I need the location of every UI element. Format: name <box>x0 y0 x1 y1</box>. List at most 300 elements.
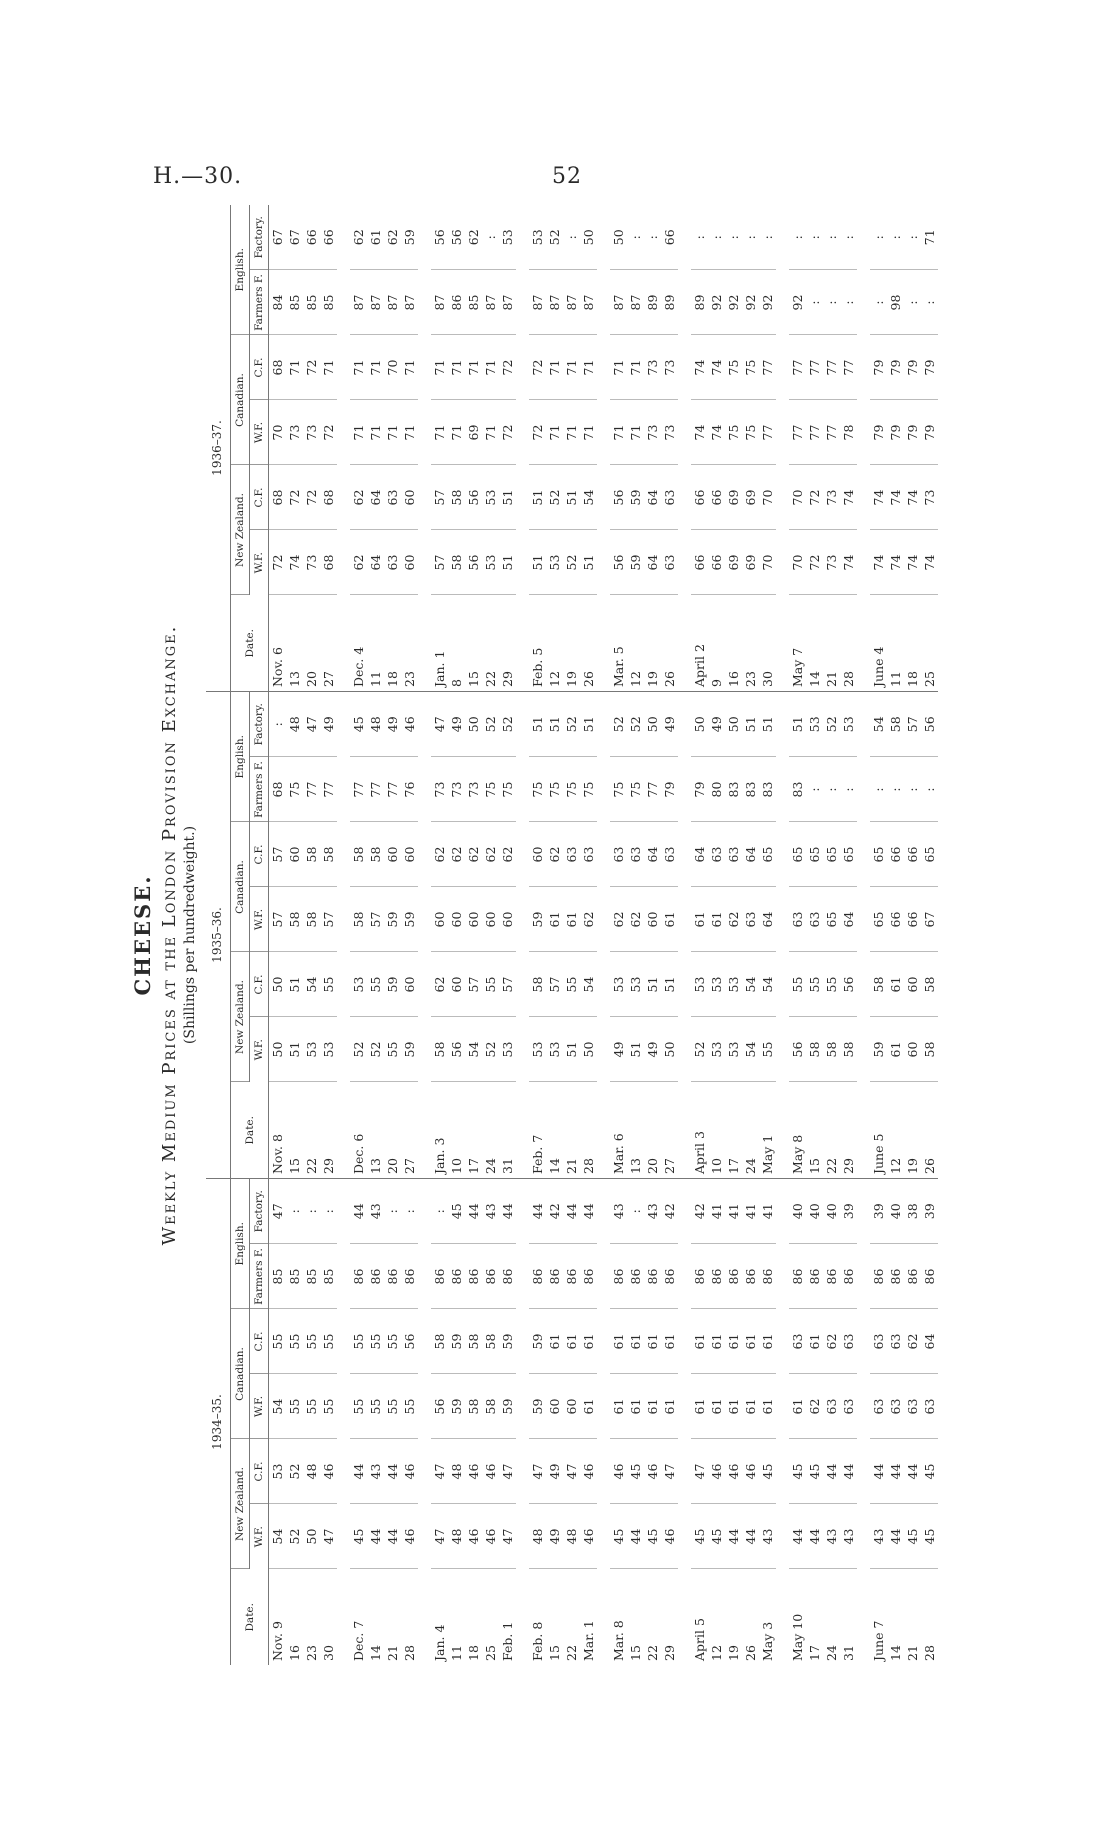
table-row <box>286 692 303 1178</box>
table-row <box>431 205 448 691</box>
season-panel <box>206 692 938 1179</box>
canadian-cf-cell: 62 <box>546 822 563 887</box>
english-factory-cell: 42 <box>661 1179 678 1244</box>
nz-cf-cell: 72 <box>286 465 303 530</box>
canadian-cf-cell: 73 <box>661 335 678 400</box>
table-row <box>840 692 857 1178</box>
nz-wf-cell: 59 <box>627 530 644 595</box>
nz-cf-cell: 53 <box>610 952 627 1017</box>
canadian-wf-cell: 63 <box>904 1374 921 1439</box>
english-factory-cell: 51 <box>580 692 597 757</box>
english-farmers-cell: 86 <box>661 1244 678 1309</box>
canadian-cf-cell: 63 <box>661 822 678 887</box>
nz-header: New Zealand. <box>231 952 250 1082</box>
date-cell: 27 <box>662 1158 677 1174</box>
nz-cf-cell: 48 <box>448 1439 465 1504</box>
date-cell: 23 <box>402 671 417 687</box>
date-cell: 14 <box>368 1645 383 1661</box>
date-cell: 14 <box>807 671 822 687</box>
canadian-cf-cell: 55 <box>286 1309 303 1374</box>
nz-cf-cell: 55 <box>823 952 840 1017</box>
canadian-wf-cell: 55 <box>286 1374 303 1439</box>
canadian-wf-cell: 55 <box>367 1374 384 1439</box>
nz-cf-cell: 69 <box>725 465 742 530</box>
canadian-wf-cell: 73 <box>286 400 303 465</box>
nz-wf-cell: 47 <box>499 1504 516 1569</box>
season-panel <box>206 205 938 692</box>
season-label: 1935–36. <box>206 692 231 1178</box>
nz-cf-header: C.F. <box>250 952 269 1017</box>
nz-wf-cell: 56 <box>465 530 482 595</box>
nz-wf-cell: 64 <box>644 530 661 595</box>
english-factory-cell: 53 <box>806 692 823 757</box>
nz-cf-cell: 51 <box>499 465 516 530</box>
date-cell: 18 <box>385 671 400 687</box>
nz-header: New Zealand. <box>231 1439 250 1569</box>
canadian-wf-cell: 60 <box>546 1374 563 1439</box>
english-farmers-cell: 87 <box>499 270 516 335</box>
date-cell: June 5 <box>871 1133 886 1174</box>
nz-cf-cell: 57 <box>465 952 482 1017</box>
canadian-cf-cell: 63 <box>627 822 644 887</box>
english-farmers-cell: 76 <box>401 757 418 822</box>
nz-wf-cell: 57 <box>431 530 448 595</box>
nz-cf-cell: 55 <box>367 952 384 1017</box>
english-farmers-cell: 77 <box>303 757 320 822</box>
nz-cf-cell: 46 <box>610 1439 627 1504</box>
canadian-cf-cell: 63 <box>870 1309 887 1374</box>
english-farmers-cell: 86 <box>448 270 465 335</box>
nz-wf-cell: 50 <box>580 1017 597 1082</box>
nz-wf-cell: 44 <box>384 1504 401 1569</box>
nz-cf-cell: 58 <box>529 952 546 1017</box>
date-header: Date. <box>231 595 269 691</box>
canadian-cf-cell: 73 <box>644 335 661 400</box>
nz-wf-cell: 63 <box>384 530 401 595</box>
nz-wf-cell: 74 <box>887 530 904 595</box>
group-gap <box>418 1179 431 1665</box>
english-factory-cell: 51 <box>529 692 546 757</box>
english-factory-cell: 62 <box>384 205 401 270</box>
nz-cf-cell: 44 <box>350 1439 367 1504</box>
canadian-wf-cell: 74 <box>691 400 708 465</box>
nz-cf-cell: 47 <box>563 1439 580 1504</box>
date-cell: Jan. 1 <box>432 650 447 687</box>
canadian-cf-cell: 71 <box>320 335 337 400</box>
canadian-wf-cell: 71 <box>367 400 384 465</box>
english-farmers-cell: 86 <box>806 1244 823 1309</box>
nz-wf-cell: 53 <box>303 1017 320 1082</box>
date-cell: June 4 <box>871 646 886 687</box>
english-factory-cell: 48 <box>367 692 384 757</box>
nz-wf-cell: 58 <box>921 1017 938 1082</box>
canadian-wf-cell: 61 <box>742 1374 759 1439</box>
table-row <box>350 692 367 1178</box>
canadian-cf-cell: 61 <box>806 1309 823 1374</box>
canadian-cf-cell: 74 <box>691 335 708 400</box>
table-row <box>431 692 448 1178</box>
table-row <box>448 205 465 691</box>
nz-wf-cell: 47 <box>431 1504 448 1569</box>
nz-wf-cell: 55 <box>384 1017 401 1082</box>
table-row <box>921 692 938 1178</box>
table-units-note: (Shillings per hundredweight.) <box>182 825 198 1045</box>
english-farmers-cell: 85 <box>286 270 303 335</box>
nz-cf-cell: 44 <box>870 1439 887 1504</box>
table-row <box>350 1179 367 1665</box>
english-farmers-cell: 92 <box>789 270 806 335</box>
english-factory-cell: 56 <box>448 205 465 270</box>
english-farmers-cell: 86 <box>708 1244 725 1309</box>
canadian-cf-cell: 65 <box>789 822 806 887</box>
english-farmers-cell: 79 <box>661 757 678 822</box>
canadian-cf-cell: 65 <box>806 822 823 887</box>
nz-cf-cell: 55 <box>482 952 499 1017</box>
english-factory-cell: 52 <box>499 692 516 757</box>
english-factory-cell: 44 <box>350 1179 367 1244</box>
english-factory-cell: 62 <box>350 205 367 270</box>
canadian-wf-cell: 57 <box>320 887 337 952</box>
date-cell: 15 <box>807 1158 822 1174</box>
nz-wf-cell: 48 <box>529 1504 546 1569</box>
english-factory-cell: : <box>627 1179 644 1244</box>
nz-cf-cell: 60 <box>401 952 418 1017</box>
table-row <box>644 692 661 1178</box>
nz-wf-cell: 46 <box>465 1504 482 1569</box>
canadian-cf-header: C.F. <box>250 335 269 400</box>
table-row <box>742 1179 759 1665</box>
table-row <box>661 1179 678 1665</box>
date-cell: April 3 <box>692 1131 707 1174</box>
canadian-cf-cell: 62 <box>431 822 448 887</box>
nz-wf-cell: 49 <box>644 1017 661 1082</box>
nz-wf-cell: 51 <box>286 1017 303 1082</box>
table-row <box>563 692 580 1178</box>
factory-header: Factory. <box>250 205 269 270</box>
nz-cf-cell: 46 <box>742 1439 759 1504</box>
table-row <box>610 205 627 691</box>
nz-wf-cell: 53 <box>320 1017 337 1082</box>
english-factory-cell: 44 <box>563 1179 580 1244</box>
english-factory-cell: : <box>870 205 887 270</box>
nz-cf-cell: 47 <box>529 1439 546 1504</box>
table-row <box>789 1179 806 1665</box>
date-cell: 15 <box>466 671 481 687</box>
nz-cf-cell: 72 <box>303 465 320 530</box>
date-cell: 14 <box>888 1645 903 1661</box>
canadian-wf-header: W.F. <box>250 887 269 952</box>
english-farmers-cell: 84 <box>269 270 287 335</box>
nz-cf-cell: 51 <box>644 952 661 1017</box>
canadian-cf-cell: 60 <box>384 822 401 887</box>
canadian-wf-cell: 71 <box>482 400 499 465</box>
canadian-wf-cell: 61 <box>580 1374 597 1439</box>
table-row <box>759 692 776 1178</box>
canadian-wf-cell: 71 <box>448 400 465 465</box>
english-farmers-cell: 77 <box>320 757 337 822</box>
canadian-wf-cell: 79 <box>904 400 921 465</box>
date-cell: 19 <box>645 671 660 687</box>
table-row <box>367 1179 384 1665</box>
canadian-cf-cell: 77 <box>806 335 823 400</box>
canadian-wf-cell: 71 <box>563 400 580 465</box>
date-cell: 24 <box>743 1158 758 1174</box>
canadian-wf-cell: 60 <box>499 887 516 952</box>
table-row <box>742 205 759 691</box>
canadian-wf-cell: 66 <box>887 887 904 952</box>
nz-cf-cell: 55 <box>806 952 823 1017</box>
canadian-wf-cell: 71 <box>384 400 401 465</box>
table-row <box>759 1179 776 1665</box>
english-factory-cell: 44 <box>580 1179 597 1244</box>
canadian-cf-cell: 63 <box>580 822 597 887</box>
date-cell: 13 <box>628 1158 643 1174</box>
nz-cf-cell: 54 <box>580 465 597 530</box>
nz-wf-cell: 54 <box>465 1017 482 1082</box>
nz-cf-cell: 55 <box>789 952 806 1017</box>
group-gap <box>678 205 691 691</box>
english-farmers-cell: 73 <box>465 757 482 822</box>
nz-wf-cell: 70 <box>789 530 806 595</box>
canadian-wf-header: W.F. <box>250 400 269 465</box>
english-farmers-cell: 83 <box>725 757 742 822</box>
canadian-wf-cell: 58 <box>482 1374 499 1439</box>
canadian-cf-cell: 71 <box>580 335 597 400</box>
date-cell: 29 <box>662 1645 677 1661</box>
nz-wf-cell: 50 <box>303 1504 320 1569</box>
canadian-wf-cell: 78 <box>840 400 857 465</box>
nz-cf-cell: 45 <box>759 1439 776 1504</box>
nz-cf-cell: 56 <box>610 465 627 530</box>
english-factory-cell: : <box>482 205 499 270</box>
date-cell: 12 <box>888 1158 903 1174</box>
nz-wf-cell: 74 <box>921 530 938 595</box>
english-header: English. <box>231 692 250 822</box>
canadian-cf-cell: 62 <box>823 1309 840 1374</box>
english-factory-cell: : <box>269 692 287 757</box>
table-row <box>499 692 516 1178</box>
group-gap <box>678 692 691 1178</box>
canadian-cf-cell: 63 <box>563 822 580 887</box>
english-factory-cell: 40 <box>806 1179 823 1244</box>
english-farmers-cell: 83 <box>789 757 806 822</box>
date-cell: April 2 <box>692 644 707 687</box>
canadian-wf-cell: 61 <box>563 887 580 952</box>
date-cell: Nov. 6 <box>270 647 285 687</box>
english-farmers-cell: : <box>840 757 857 822</box>
table-row <box>921 205 938 691</box>
english-factory-cell: : <box>644 205 661 270</box>
date-cell: Dec. 6 <box>351 1133 366 1174</box>
canadian-wf-cell: 60 <box>448 887 465 952</box>
canadian-cf-cell: 66 <box>887 822 904 887</box>
canadian-cf-cell: 62 <box>465 822 482 887</box>
table-row <box>691 1179 708 1665</box>
date-cell: 24 <box>824 1645 839 1661</box>
date-cell: Feb. 1 <box>500 1621 515 1661</box>
canadian-wf-cell: 55 <box>350 1374 367 1439</box>
canadian-cf-cell: 60 <box>286 822 303 887</box>
date-cell: 17 <box>466 1158 481 1174</box>
group-gap <box>776 205 789 691</box>
english-factory-cell: 44 <box>499 1179 516 1244</box>
canadian-cf-cell: 72 <box>303 335 320 400</box>
table-row <box>448 692 465 1178</box>
date-cell: 22 <box>483 671 498 687</box>
canadian-wf-cell: 54 <box>269 1374 287 1439</box>
english-farmers-cell: 86 <box>529 1244 546 1309</box>
nz-cf-cell: 74 <box>887 465 904 530</box>
canadian-wf-cell: 59 <box>401 887 418 952</box>
canadian-wf-cell: 57 <box>367 887 384 952</box>
table-row <box>789 205 806 691</box>
date-cell: 19 <box>564 671 579 687</box>
nz-cf-cell: 55 <box>563 952 580 1017</box>
english-farmers-cell: 87 <box>546 270 563 335</box>
nz-wf-cell: 44 <box>887 1504 904 1569</box>
english-farmers-cell: 86 <box>482 1244 499 1309</box>
nz-cf-cell: 58 <box>921 952 938 1017</box>
canadian-wf-cell: 66 <box>904 887 921 952</box>
english-farmers-cell: 87 <box>563 270 580 335</box>
canadian-cf-cell: 58 <box>482 1309 499 1374</box>
canadian-cf-cell: 71 <box>482 335 499 400</box>
nz-wf-cell: 58 <box>431 1017 448 1082</box>
date-cell: 26 <box>743 1645 758 1661</box>
canadian-wf-cell: 59 <box>384 887 401 952</box>
english-header: English. <box>231 1179 250 1309</box>
english-farmers-cell: 75 <box>627 757 644 822</box>
date-cell: 28 <box>841 671 856 687</box>
table-row <box>529 205 546 691</box>
english-farmers-cell: 86 <box>904 1244 921 1309</box>
canadian-cf-cell: 74 <box>708 335 725 400</box>
nz-cf-cell: 60 <box>401 465 418 530</box>
nz-cf-cell: 60 <box>904 952 921 1017</box>
canadian-cf-cell: 58 <box>350 822 367 887</box>
canadian-wf-cell: 63 <box>840 1374 857 1439</box>
nz-cf-cell: 63 <box>661 465 678 530</box>
canadian-wf-cell: 61 <box>644 1374 661 1439</box>
table-row <box>610 1179 627 1665</box>
nz-cf-cell: 69 <box>742 465 759 530</box>
nz-cf-cell: 43 <box>367 1439 384 1504</box>
canadian-wf-cell: 73 <box>303 400 320 465</box>
canadian-cf-header: C.F. <box>250 822 269 887</box>
canadian-cf-cell: 58 <box>367 822 384 887</box>
english-farmers-cell: : <box>823 757 840 822</box>
canadian-wf-cell: 63 <box>921 1374 938 1439</box>
nz-wf-cell: 52 <box>563 530 580 595</box>
nz-cf-cell: 53 <box>708 952 725 1017</box>
nz-cf-cell: 54 <box>303 952 320 1017</box>
nz-wf-cell: 48 <box>563 1504 580 1569</box>
nz-cf-cell: 70 <box>759 465 776 530</box>
date-cell: Mar. 6 <box>611 1133 626 1174</box>
nz-cf-cell: 54 <box>580 952 597 1017</box>
table-row <box>725 205 742 691</box>
table-row <box>563 1179 580 1665</box>
nz-wf-cell: 74 <box>904 530 921 595</box>
english-farmers-cell: : <box>840 270 857 335</box>
nz-cf-cell: 53 <box>350 952 367 1017</box>
english-factory-cell: 47 <box>269 1179 287 1244</box>
table-row <box>384 205 401 691</box>
english-factory-cell: : <box>823 205 840 270</box>
english-farmers-cell: 75 <box>546 757 563 822</box>
date-cell: 14 <box>547 1158 562 1174</box>
canadian-wf-cell: 58 <box>303 887 320 952</box>
english-farmers-cell: 87 <box>431 270 448 335</box>
canadian-wf-cell: 64 <box>840 887 857 952</box>
english-farmers-cell: 86 <box>350 1244 367 1309</box>
canadian-wf-cell: 55 <box>303 1374 320 1439</box>
table-row <box>708 205 725 691</box>
english-factory-cell: 45 <box>448 1179 465 1244</box>
nz-wf-cell: 45 <box>644 1504 661 1569</box>
date-cell: 22 <box>304 1158 319 1174</box>
nz-cf-cell: 46 <box>401 1439 418 1504</box>
nz-wf-cell: 51 <box>627 1017 644 1082</box>
english-factory-cell: : <box>627 205 644 270</box>
nz-cf-cell: 51 <box>563 465 580 530</box>
canadian-cf-cell: 63 <box>887 1309 904 1374</box>
canadian-wf-cell: 71 <box>350 400 367 465</box>
nz-cf-cell: 74 <box>870 465 887 530</box>
english-farmers-cell: : <box>806 757 823 822</box>
english-farmers-cell: 86 <box>367 1244 384 1309</box>
english-farmers-cell: 87 <box>529 270 546 335</box>
canadian-cf-cell: 77 <box>823 335 840 400</box>
canadian-cf-cell: 62 <box>499 822 516 887</box>
nz-cf-cell: 64 <box>644 465 661 530</box>
date-cell: 16 <box>726 671 741 687</box>
table-row <box>320 692 337 1178</box>
nz-cf-cell: 60 <box>448 952 465 1017</box>
canadian-cf-cell: 59 <box>529 1309 546 1374</box>
nz-wf-cell: 74 <box>840 530 857 595</box>
nz-wf-cell: 53 <box>708 1017 725 1082</box>
group-gap <box>597 1179 610 1665</box>
english-factory-cell: 49 <box>384 692 401 757</box>
date-cell: 12 <box>709 1645 724 1661</box>
group-gap <box>418 692 431 1178</box>
canadian-cf-cell: 62 <box>448 822 465 887</box>
canadian-wf-cell: 62 <box>725 887 742 952</box>
canadian-wf-cell: 71 <box>401 400 418 465</box>
nz-cf-cell: 54 <box>759 952 776 1017</box>
nz-cf-cell: 46 <box>708 1439 725 1504</box>
table-row <box>887 205 904 691</box>
nz-wf-cell: 45 <box>610 1504 627 1569</box>
canadian-wf-cell: 61 <box>708 1374 725 1439</box>
english-factory-cell: 39 <box>840 1179 857 1244</box>
nz-cf-cell: 48 <box>303 1439 320 1504</box>
english-factory-cell: 51 <box>759 692 776 757</box>
date-cell: 21 <box>905 1645 920 1661</box>
group-gap <box>597 692 610 1178</box>
canadian-wf-cell: 65 <box>823 887 840 952</box>
nz-wf-cell: 56 <box>448 1017 465 1082</box>
date-cell: 20 <box>645 1158 660 1174</box>
canadian-cf-cell: 58 <box>431 1309 448 1374</box>
canadian-wf-cell: 79 <box>870 400 887 465</box>
date-cell: Feb. 5 <box>530 647 545 687</box>
english-factory-cell: 41 <box>742 1179 759 1244</box>
table-row <box>401 205 418 691</box>
english-factory-cell: : <box>431 1179 448 1244</box>
nz-wf-cell: 68 <box>320 530 337 595</box>
